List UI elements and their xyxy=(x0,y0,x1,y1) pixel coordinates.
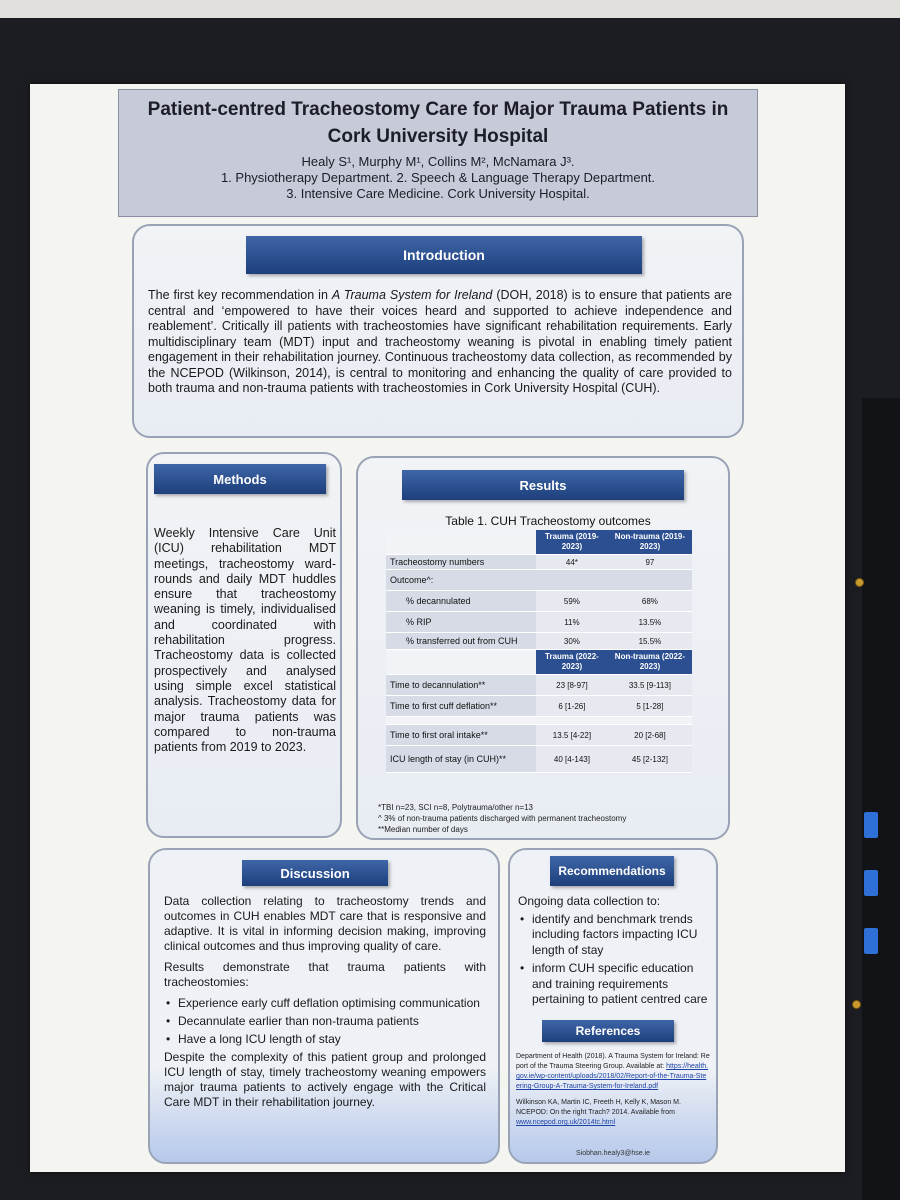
references-heading: References xyxy=(542,1020,674,1042)
cell-non-trauma: 20 [2-68] xyxy=(608,725,692,746)
discussion-body xyxy=(164,894,486,1110)
table-header-row xyxy=(386,650,692,675)
cell-trauma: 40 [4-143] xyxy=(536,746,608,773)
intro-text-part: (DOH, 2018) is to ensure that patients are central and ‘empowered to have their voices heard and supported to achieve independence and reablement’. Critically ill patients with tracheostomies have significant rehabilitation requirements. Early multidisciplinary team (MDT) input and tracheostomy weaning is pivotal in enabling timely patient engagement in their rehabilitation journey. Continuous tracheostomy data collection, as recommended by the NCEPOD (Wilkinson, 2014), is central to monitoring and enhancing the quality of care provided to both trauma and non-trauma patients with tracheostomies in Cork University Hospital (CUH). xyxy=(148,288,733,395)
intro-text-part: The first key recommendation in xyxy=(148,288,332,302)
table-row xyxy=(386,570,692,591)
results-heading: Results xyxy=(402,470,684,500)
discussion-paragraph: Data collection relating to tracheostomy trends and outcomes in CUH enables MDT care that is responsive and adaptive. It is vital in informing decision making, improving clinical outcomes and thus improving quality of care. xyxy=(164,894,486,953)
row-label: Time to first oral intake** xyxy=(386,725,536,746)
cell-non-trauma: 5 [1-28] xyxy=(608,696,692,717)
reference-item xyxy=(516,1098,710,1128)
table-row xyxy=(386,612,692,633)
row-label: Tracheostomy numbers xyxy=(386,555,536,570)
footnote: *TBI n=23, SCI n=8, Polytrauma/other n=13 xyxy=(378,803,533,812)
poster xyxy=(30,84,845,1172)
table-row xyxy=(386,746,692,773)
pin-icon xyxy=(852,1000,861,1009)
cell-non-trauma: 68% xyxy=(608,591,692,612)
reference-text: Wilkinson KA, Martin IC, Freeth H, Kelly K, Mason M. NCEPOD: On the right Trach? 2014. Available from xyxy=(516,1099,681,1116)
recommendations-heading: Recommendations xyxy=(550,856,674,886)
recommendations-intro: Ongoing data collection to: xyxy=(518,894,661,908)
recommendations-bullets xyxy=(518,912,710,1008)
table-row xyxy=(386,675,692,696)
affiliation-line-1: 1. Physiotherapy Department. 2. Speech & Language Therapy Department. xyxy=(220,170,656,185)
cell-trauma: 44* xyxy=(536,555,608,570)
table-footnotes xyxy=(378,802,718,835)
pin-icon xyxy=(855,578,864,587)
outcomes-table xyxy=(386,530,692,773)
row-label: % RIP xyxy=(386,612,536,633)
board-edge xyxy=(862,398,900,1200)
authors: Healy S¹, Murphy M¹, Collins M², McNamara J³. xyxy=(301,154,575,169)
methods-panel xyxy=(146,452,342,838)
recommendations-body xyxy=(518,894,710,1011)
table-caption: Table 1. CUH Tracheostomy outcomes xyxy=(445,514,651,528)
introduction-text xyxy=(148,288,732,397)
blue-clip xyxy=(864,812,878,838)
list-item: • Have a long ICU length of stay xyxy=(164,1032,486,1047)
discussion-bullets xyxy=(164,996,486,1047)
discussion-paragraph: Results demonstrate that trauma patients with tracheostomies: xyxy=(164,960,486,989)
cell-non-trauma: 97 xyxy=(608,555,692,570)
results-panel xyxy=(356,456,730,840)
table-row xyxy=(386,696,692,717)
list-item: • inform CUH specific education and training requirements pertaining to patient centred care xyxy=(518,961,710,1008)
cell-non-trauma: 13.5% xyxy=(608,612,692,633)
cell-trauma: 23 [8-97] xyxy=(536,675,608,696)
cell-trauma: 6 [1-26] xyxy=(536,696,608,717)
table-header-blank xyxy=(386,650,536,675)
methods-text: Weekly Intensive Care Unit (ICU) rehabilitation MDT meetings, tracheostomy ward-rounds and daily MDT huddles ensure that tracheostomy weaning is timely, individualised and coordinated with rehabilitation progress. Tracheostomy data is collected prospectively and analysed using simple excel statistical analysis. Tracheostomy data for major trauma patients was compared to non-trauma patients from 2019 to 2023. xyxy=(154,526,336,755)
list-item: • identify and benchmark trends including factors impacting ICU length of stay xyxy=(518,912,710,959)
footnote: **Median number of days xyxy=(378,825,468,834)
row-label: Time to first cuff deflation** xyxy=(386,696,536,717)
row-label: % decannulated xyxy=(386,591,536,612)
poster-title: Patient-centred Tracheostomy Care for Major Trauma Patients in Cork University Hospital xyxy=(147,99,729,147)
recommendations-panel xyxy=(508,848,718,1164)
wall xyxy=(0,0,900,20)
column-header: Trauma (2022-2023) xyxy=(536,650,608,675)
column-header: Non-trauma (2019-2023) xyxy=(608,530,692,555)
cell-non-trauma: 15.5% xyxy=(608,633,692,650)
row-label: % transferred out from CUH xyxy=(386,633,536,650)
methods-heading: Methods xyxy=(154,464,326,494)
column-header: Trauma (2019-2023) xyxy=(536,530,608,555)
reference-text: Department of Health (2018). A Trauma System for Ireland: Report of the Trauma Steering Group. Available at: xyxy=(516,1053,710,1070)
cell-trauma: 59% xyxy=(536,591,608,612)
table-row xyxy=(386,591,692,612)
cell-non-trauma: 45 [2-132] xyxy=(608,746,692,773)
introduction-panel xyxy=(132,224,744,438)
table-row xyxy=(386,633,692,650)
discussion-paragraph: Despite the complexity of this patient group and prolonged ICU length of stay, timely tracheostomy weaning empowers major trauma patients to actively engage with the Critical Care MDT in their rehabilitation journey. xyxy=(164,1050,486,1109)
row-label: Time to decannulation** xyxy=(386,675,536,696)
list-item: • Experience early cuff deflation optimising communication xyxy=(164,996,486,1011)
discussion-panel xyxy=(148,848,500,1164)
cell-trauma: 13.5 [4-22] xyxy=(536,725,608,746)
list-item: • Decannulate earlier than non-trauma patients xyxy=(164,1014,486,1029)
reference-item xyxy=(516,1052,710,1092)
cell-trauma: 11% xyxy=(536,612,608,633)
title-box xyxy=(118,89,758,217)
reference-link[interactable]: https://health.gov.ie/wp-content/uploads/2018/02/Report-of-the-Trauma-Steering-Group-A-Trauma-System-for-Ireland.pdf xyxy=(516,1063,709,1090)
table-spacer-row xyxy=(386,717,692,725)
table-header-blank xyxy=(386,530,536,555)
row-label: ICU length of stay (in CUH)** xyxy=(386,746,536,773)
table-row xyxy=(386,725,692,746)
reference-link[interactable]: www.ncepod.org.uk/2014tc.html xyxy=(516,1119,616,1126)
row-label: Outcome^: xyxy=(386,570,692,591)
blue-clip xyxy=(864,870,878,896)
footnote: ^ 3% of non-trauma patients discharged with permanent tracheostomy xyxy=(378,814,627,823)
table-row xyxy=(386,555,692,570)
contact-email: Siobhan.healy3@hse.ie xyxy=(576,1150,651,1157)
references-list xyxy=(516,1052,710,1128)
affiliation-line-2: 3. Intensive Care Medicine. Cork University Hospital. xyxy=(286,186,590,201)
column-header: Non-trauma (2022-2023) xyxy=(608,650,692,675)
table-spacer xyxy=(386,717,692,725)
table-header-row xyxy=(386,530,692,555)
cell-trauma: 30% xyxy=(536,633,608,650)
introduction-heading: Introduction xyxy=(246,236,642,274)
discussion-heading: Discussion xyxy=(242,860,388,886)
intro-report-title: A Trauma System for Ireland xyxy=(331,288,493,302)
cell-non-trauma: 33.5 [9-113] xyxy=(608,675,692,696)
blue-clip xyxy=(864,928,878,954)
